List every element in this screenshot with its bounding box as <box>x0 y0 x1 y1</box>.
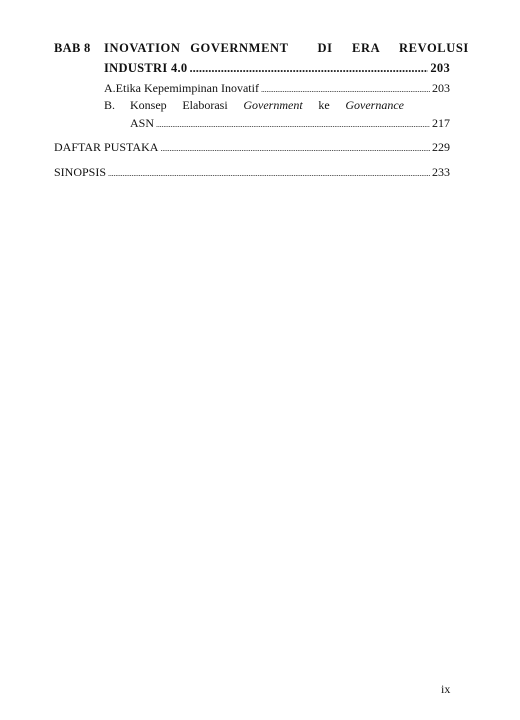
toc-entry-daftar-pustaka[interactable] <box>54 140 450 155</box>
section-title-line2: ASN <box>130 116 155 130</box>
dot-leader <box>189 61 428 76</box>
page-ref: 217 <box>432 116 450 130</box>
section-title: Etika Kepemimpinan Inovatif <box>115 81 259 95</box>
toc-entry-section-a[interactable] <box>104 81 450 96</box>
toc-entry-chapter[interactable] <box>104 61 450 76</box>
dot-leader <box>261 85 430 94</box>
dot-leader <box>108 169 430 178</box>
chapter-title-line2: INDUSTRI 4.0 <box>104 61 188 75</box>
chapter-title-line1: INOVATION GOVERNMENT DI ERA REVOLUSI <box>104 41 469 55</box>
page-number: ix <box>441 682 451 696</box>
section-letter: B. <box>104 98 116 112</box>
page-ref: 233 <box>432 165 450 179</box>
chapter-label: BAB 8 <box>54 41 91 55</box>
section-letter: A. <box>104 81 116 95</box>
dot-leader <box>160 144 430 153</box>
toc-entry-sinopsis[interactable] <box>54 165 450 180</box>
dot-leader <box>156 120 430 129</box>
page-ref: 203 <box>430 61 450 75</box>
entry-title: SINOPSIS <box>54 165 107 179</box>
toc-entry-section-b[interactable] <box>130 116 450 131</box>
section-title-word: Elaborasi <box>182 98 228 112</box>
toc-entry-section-b-line1 <box>104 98 404 113</box>
section-title-word: ke <box>318 98 330 112</box>
section-title-word: Governance <box>345 98 404 112</box>
page-ref: 229 <box>432 140 450 154</box>
section-title-word: Government <box>243 98 303 112</box>
section-title-line1 <box>130 98 404 113</box>
page-ref: 203 <box>432 81 450 95</box>
entry-title: DAFTAR PUSTAKA <box>54 140 159 154</box>
section-title-word: Konsep <box>130 98 167 112</box>
